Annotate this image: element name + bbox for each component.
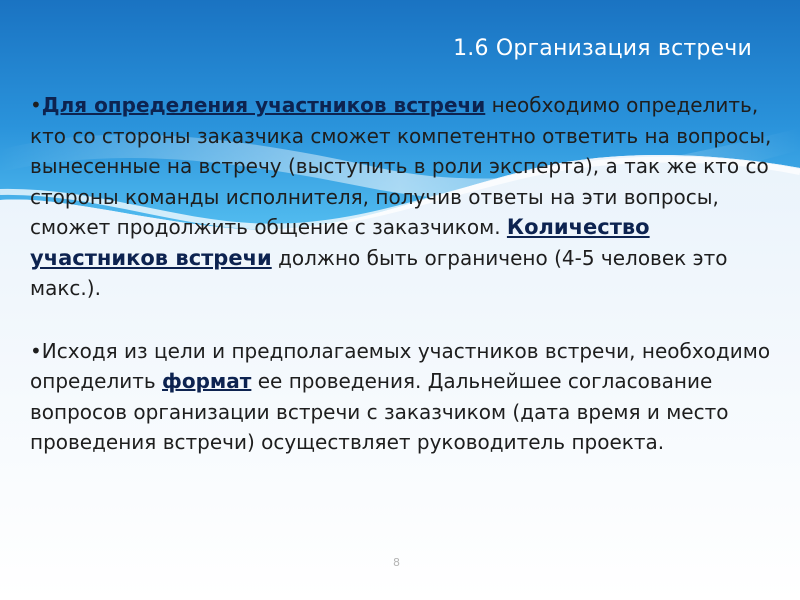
participants-text: необходимо определить, кто со стороны заказчика сможет компетентно ответить на вопросы, вынесенные на встречу (выступить в роли эксперта), а так же кто со стороны команды исполнителя, получив ответы на эти вопросы, сможет продолжить общение с заказчиком. [30,93,772,239]
format-text-end: ее проведения. Дальнейшее согласование вопросов организации встречи с заказчиком (дата время и место проведения встречи) осуществляет руководитель проекта. [30,369,729,454]
paragraph-gap [30,304,780,336]
participants-limit-text: должно быть ограничено (4-5 человек это макс.). [30,245,728,300]
emphasis-participants-definition: Для определения участников встречи [41,93,486,117]
emphasis-participants-count: Количество участников встречи [30,215,650,270]
slide-content [30,90,780,458]
bullet-marker: • [30,338,42,363]
bullet-participants [30,90,780,304]
format-text-start: Исходя из цели и предполагаемых участников встречи, необходимо определить [30,338,771,393]
page-number: 8 [393,556,400,569]
emphasis-format: формат [162,369,252,393]
bullet-marker: • [30,93,42,117]
bullet-format [30,336,780,458]
slide-title: 1.6 Организация встречи [453,36,752,61]
